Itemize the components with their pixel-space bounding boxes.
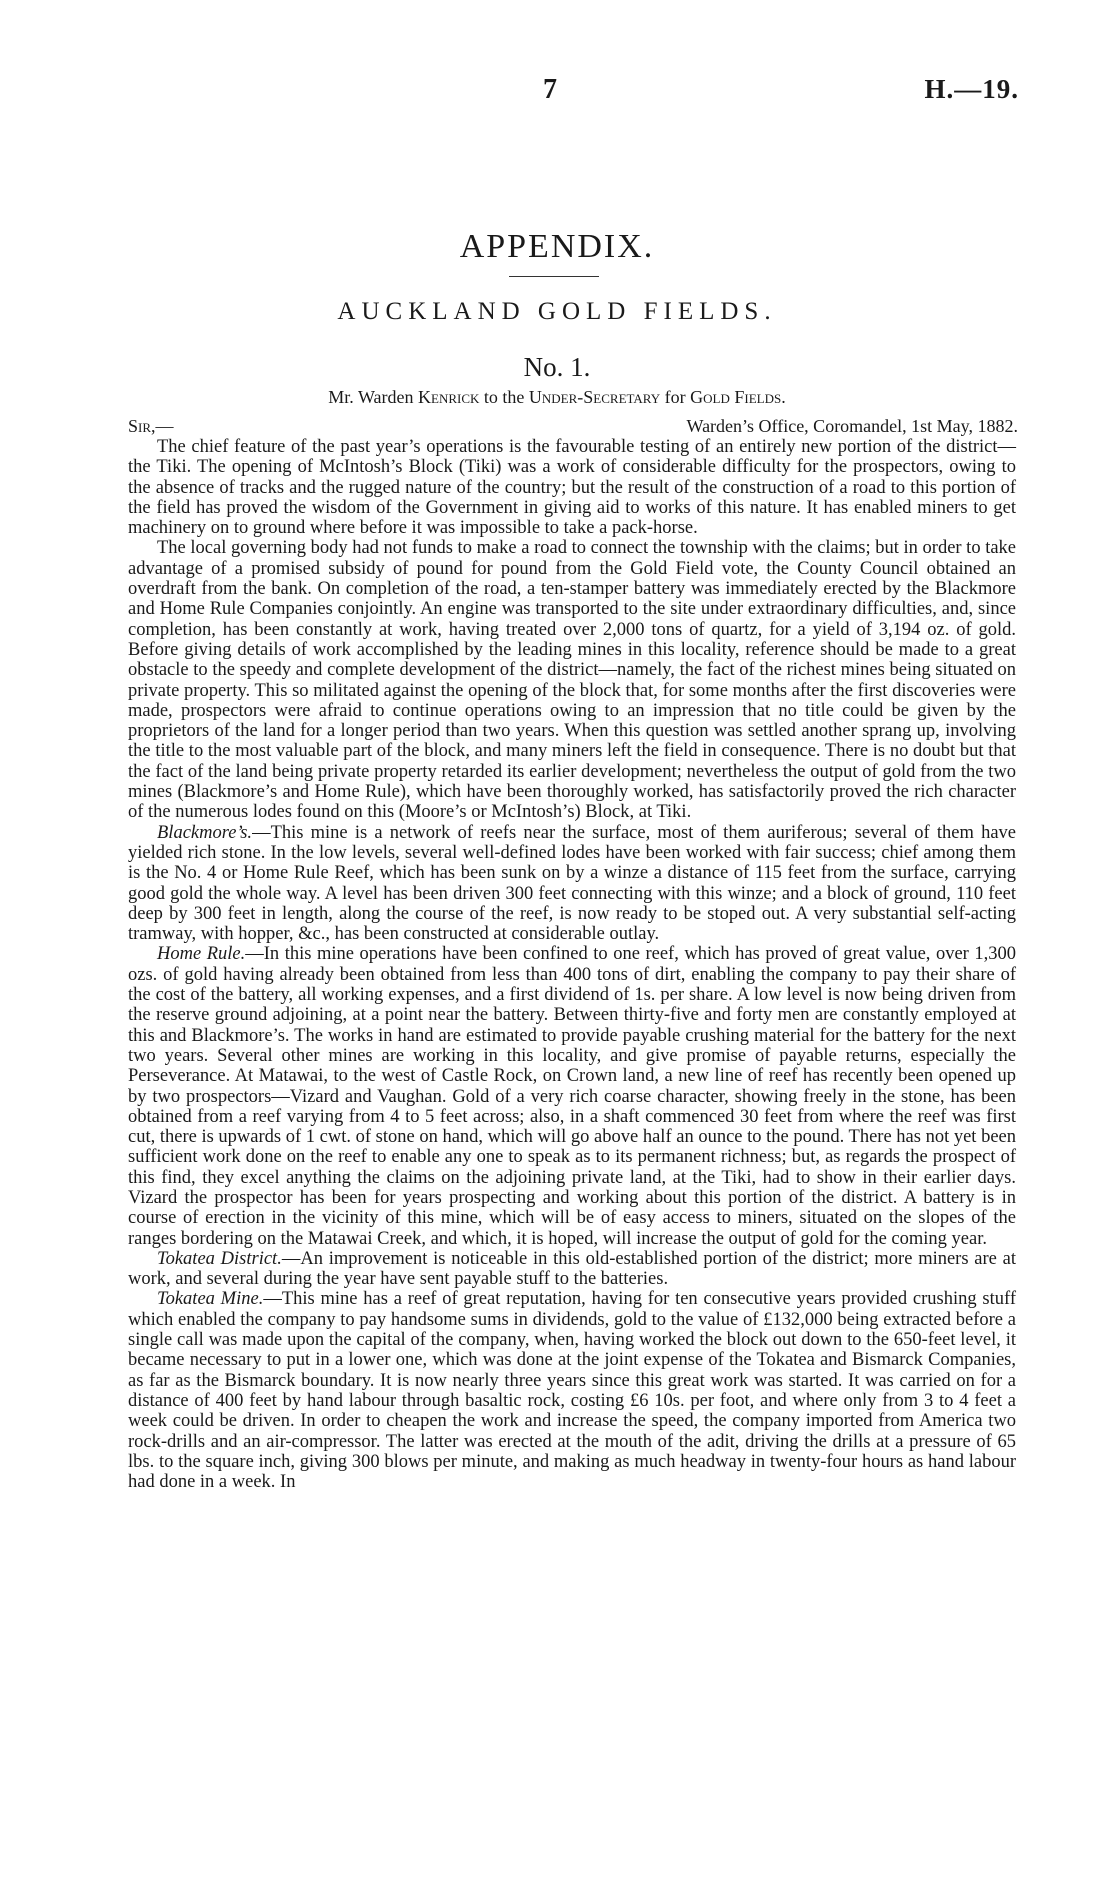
paragraph-road-and-battery: The local governing body had not funds to make a road to connect the township with the claims; but in order to take advantage of a promised subsidy of pound for pound from the Gold Field vote, the County Council obtained an overdraft from the bank. On completion of the road, a ten-stamper battery was immediately erected by the Blackmore and Home Rule Companies conjointly. An engine was transported to the site under extraordinary difficulties, and, since completion, has been constantly at work, having treated over 2,000 tons of quartz, for a yield of 3,194 oz. of gold. Before giving details of work accomplished by the leading mines in this locality, reference should be made to a great obstacle to the speedy and complete development of the district—namely, the fact of the richest mines being situated on private property. This so militated against the opening of the block that, for some months after the first discoveries were made, prospectors were afraid to continue operations owing to an impression that no title could be given by the proprietors of the land for a longer period than two years. When this question was settled another sprang up, involving the title to the most valuable part of the block, and many miners left the field in consequence. There is no doubt but that the fact of the land being private property retarded its earlier development; nevertheless the output of gold from the two mines (Blackmore’s and Home Rule), which have been thoroughly worked, has satisfactorily proved the rich character of the numerous lodes found on this (Moore’s or McIntosh’s) Block, at Tiki. xyxy=(128,538,1017,823)
letter-from-prefix: Mr. Warden xyxy=(328,387,418,407)
paragraph-body-home-rule: —In this mine operations have been confined to one reef, which has proved of great value, over 1,300 ozs. of gold having already been obtained from less than 400 tons of dirt, enabling the company to pay their share of the cost of the battery, all working expenses, and a first dividend of 1s. per share. A low level is now being driven from the reserve ground adjoining, at a point near the battery. Between thirty-five and forty men are constantly employed at this and Blackmore’s. The works in hand are estimated to provide payable crushing material for the battery for the next two years. Several other mines are working in this locality, and give promise of payable returns, especially the Perseverance. At Matawai, to the west of Castle Rock, on Crown land, a new line of reef has recently been opened up by two prospectors—Vizard and Vaughan. Gold of a very rich coarse character, showing freely in the stone, has been obtained from a reef varying from 4 to 5 feet across; also, in a shaft commenced 30 feet from where the reef was first cut, there is upwards of 1 cwt. of stone on hand, which will go above half an ounce to the pound. There has not yet been sufficient work done on the reef to enable any one to speak as to its permanent richness; but, as regards the prospect of this find, they excel anything the claims on the adjoining private land, at the Tiki, had to show in their earlier days. Vizard the prospector has been for years prospecting and working about this portion of the district. A battery is in course of erection in the vicinity of this mine, which will be of easy access to miners, situated on the slopes of the ranges bordering on the Matawai Creek, and which, it is hoped, will increase the output of gold for the coming year. xyxy=(128,944,1016,1249)
paragraph-lead-tokatea-mine: Tokatea Mine. xyxy=(157,1289,264,1310)
paragraph-tokatea-district xyxy=(128,1249,1016,1290)
page-number: 7 xyxy=(543,74,557,105)
appendix-title: APPENDIX. xyxy=(459,228,655,265)
letter-body xyxy=(128,437,1016,1492)
letter-department: Gold Fields xyxy=(690,387,782,407)
letter-for-text: for xyxy=(660,387,691,407)
salutation-text: Sir, xyxy=(128,416,156,436)
title-divider xyxy=(509,276,599,277)
document-reference: H.—19. xyxy=(924,74,1019,104)
paragraph-home-rule xyxy=(128,944,1016,1248)
letter-from-name: Kenrick xyxy=(418,387,480,407)
salutation-dash: — xyxy=(155,416,174,436)
letter-to-name: Under-Secretary xyxy=(528,387,661,407)
paragraph-tokatea-mine xyxy=(128,1289,1016,1492)
paragraph-blackmores xyxy=(128,823,1016,945)
letter-heading-end: . xyxy=(781,387,786,407)
item-number: No. 1. xyxy=(523,352,591,382)
section-title: AUCKLAND GOLD FIELDS. xyxy=(337,298,777,325)
paragraph-lead-tokatea-district: Tokatea District. xyxy=(157,1248,282,1269)
paragraph-lead-home-rule: Home Rule. xyxy=(157,944,246,965)
paragraph-lead-blackmores: Blackmore’s. xyxy=(157,822,253,843)
paragraph-body-tokatea-mine: —This mine has a reef of great reputation, having for ten consecutive years provided crushing stuff which enabled the company to pay handsome sums in dividends, gold to the value of £132,000 being extracted before a single call was made upon the capital of the company, when, having worked the block out down to the 650-feet level, it became necessary to put in a lower one, which was done at the joint expense of the Tokatea and Bismarck Companies, as far as the Bismarck boundary. It is now nearly three years since this great work was started. It was carried on for a distance of 400 feet by hand labour through basaltic rock, costing £6 10s. per foot, and where only from 3 to 4 feet a week could be driven. In order to cheapen the work and increase the speed, the company imported from America two rock-drills and an air-compressor. The latter was erected at the mouth of the adit, driving the drills at a pressure of 65 lbs. to the square inch, giving 300 blows per minute, and making as much headway in twenty-four hours as hand labour had done in a week. In xyxy=(128,1289,1016,1493)
paragraph-body-tokatea-district: —An improvement is noticeable in this old-established portion of the district; more miners are at work, and several during the year have sent payable stuff to the batteries. xyxy=(128,1248,1017,1290)
paragraph-body-blackmores: —This mine is a network of reefs near the surface, most of them auriferous; several of them have yielded rich stone. In the low levels, several well-defined lodes have been worked with fair success; chief among them is the No. 4 or Home Rule Reef, which has been sunk on by a winze a distance of 115 feet from the surface, carrying good gold the whole way. A level has been driven 300 feet connecting with this winze; and a block of ground, 110 feet deep by 300 feet in length, along the course of the reef, is now ready to be stoped out. A very substantial self-acting tramway, with hopper, &c., has been constructed at considerable outlay. xyxy=(128,822,1016,945)
letter-address-date: Warden’s Office, Coromandel, 1st May, 1882. xyxy=(686,416,1018,436)
letter-to-text: to the xyxy=(479,387,529,407)
letter-heading xyxy=(0,387,1114,408)
salutation xyxy=(128,416,174,437)
paragraph-tiki-overview: The chief feature of the past year’s operations is the favourable testing of an entirely new portion of the district—the Tiki. The opening of McIntosh’s Block (Tiki) was a work of considerable difficulty for the prospectors, owing to the absence of tracks and the rugged nature of the country; but the result of the construction of a road to this portion of the field has proved the wisdom of the Government in giving aid to works of this nature. It has enabled miners to get machinery on to ground where before it was impossible to take a pack-horse. xyxy=(128,437,1016,539)
